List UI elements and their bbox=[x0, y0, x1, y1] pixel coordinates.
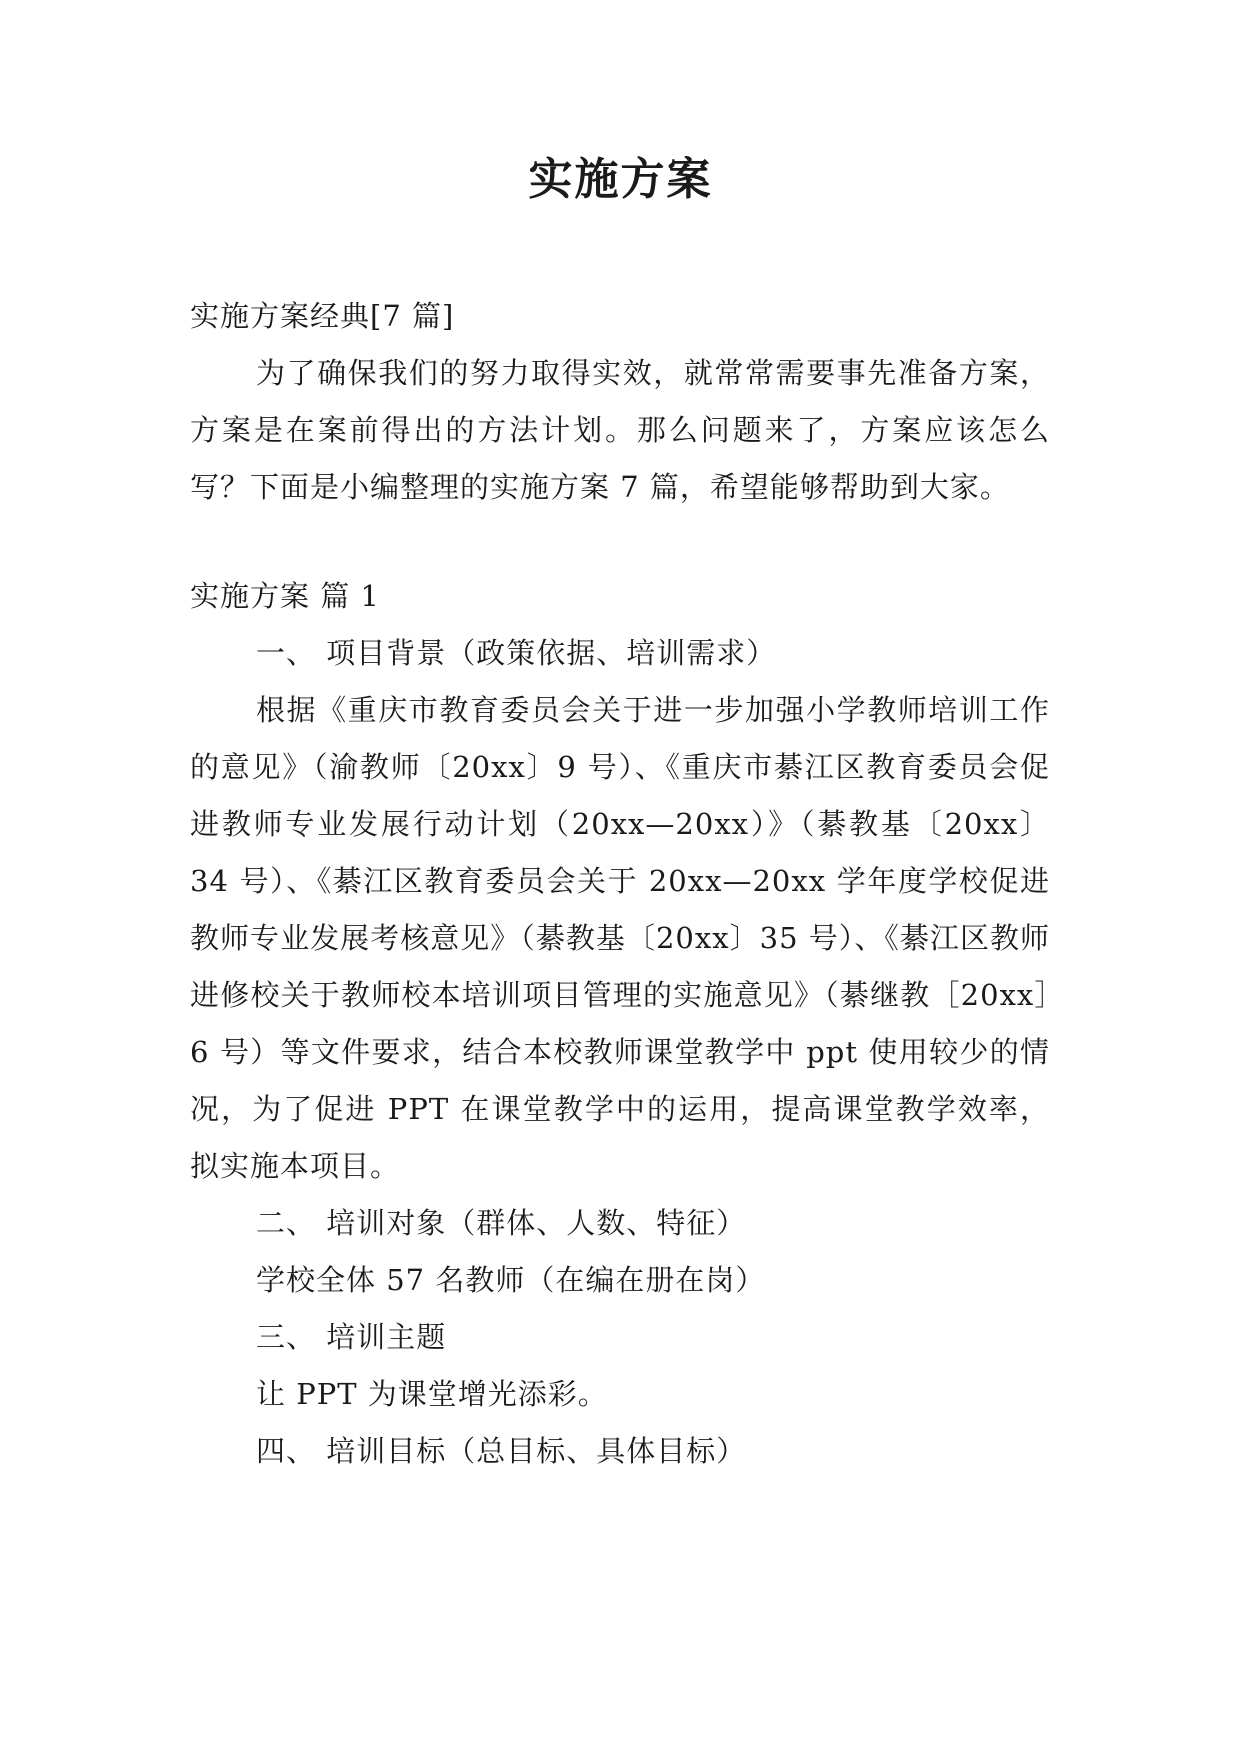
section-gap bbox=[190, 516, 1050, 568]
document-title: 实施方案 bbox=[528, 154, 713, 205]
background-paragraph: 根据《重庆市教育委员会关于进一步加强小学教师培训工作的意见》（渝教师〔20xx〕9 号）、《重庆市綦江区教育委员会促进教师专业发展行动计划（20xx—20xx）》（綦教基〔20xx〕34 号）、《綦江区教育委员会关于 20xx—20xx 学年度学校促进教师专业发展考核意见》（綦教基〔20xx〕35 号）、《綦江区教师进修校关于教师校本培训项目管理的实施意见》（綦继教［20xx］6 号）等文件要求，结合本校教师课堂教学中 ppt 使用较少的情况，为了促进 PPT 在课堂教学中的运用，提高课堂教学效率，拟实施本项目。 bbox=[190, 693, 1050, 1183]
section-title: 实施方案 篇 1 bbox=[190, 579, 380, 613]
document-body bbox=[190, 288, 1050, 1480]
intro-paragraph: 为了确保我们的努力取得实效，就常常需要事先准备方案，方案是在案前得出的方法计划。那么问题来了，方案应该怎么写？下面是小编整理的实施方案 7 篇，希望能够帮助到大家。 bbox=[190, 356, 1050, 504]
theme-paragraph: 让 PPT 为课堂增光添彩。 bbox=[256, 1377, 608, 1411]
audience-paragraph: 学校全体 57 名教师（在编在册在岗） bbox=[256, 1263, 766, 1297]
heading-background: 一、 项目背景（政策依据、培训需求） bbox=[256, 636, 777, 670]
heading-goals: 四、 培训目标（总目标、具体目标） bbox=[256, 1434, 747, 1468]
heading-audience: 二、 培训对象（群体、人数、特征） bbox=[256, 1206, 747, 1240]
heading-theme: 三、 培训主题 bbox=[256, 1320, 447, 1354]
document-subtitle: 实施方案经典[7 篇] bbox=[190, 299, 455, 333]
